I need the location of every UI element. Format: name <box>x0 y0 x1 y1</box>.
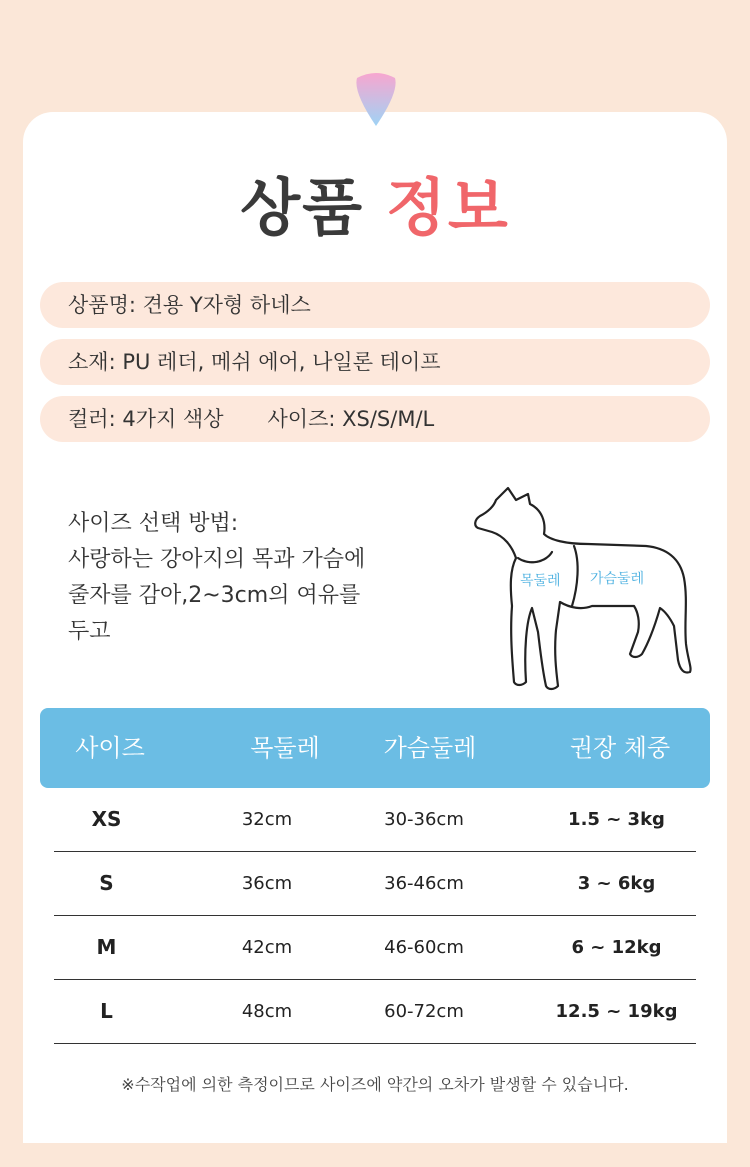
cell-size: L <box>100 999 113 1023</box>
info-product-name: 상품명: 견용 Y자형 하네스 <box>40 282 710 328</box>
info-color-size <box>40 396 710 442</box>
title-word-info: 정보 <box>386 171 510 244</box>
cell-neck: 48cm <box>241 1001 293 1022</box>
cell-neck: 32cm <box>241 809 293 830</box>
dog-measure-icon <box>470 482 700 692</box>
footnote: ※수작업에 의한 측정이므로 사이즈에 약간의 오차가 발생할 수 있습니다. <box>121 1075 629 1094</box>
title-word-product: 상품 <box>240 168 364 248</box>
info-material: 소재: PU 레더, 메쉬 에어, 나일론 테이프 <box>40 339 710 385</box>
guide-line-4: 두고 <box>68 619 111 644</box>
cell-chest: 46-60cm <box>384 937 464 958</box>
guide-line-2: 사랑하는 강아지의 목과 가슴에 <box>68 547 366 572</box>
header-weight: 권장 체중 <box>569 734 671 762</box>
cell-chest: 60-72cm <box>384 1001 464 1022</box>
size-guide-text <box>68 506 365 650</box>
cell-chest: 30-36cm <box>384 809 464 830</box>
table-row <box>54 980 696 1044</box>
gem-icon <box>353 72 399 128</box>
cell-neck: 36cm <box>241 873 293 894</box>
size-table-header <box>40 708 710 788</box>
cell-weight: 12.5 ~ 19kg <box>555 1001 678 1022</box>
table-row <box>54 852 696 916</box>
cell-weight: 1.5 ~ 3kg <box>568 809 665 830</box>
dog-label-chest: 가슴둘레 <box>590 571 645 587</box>
guide-line-1: 사이즈 선택 방법: <box>68 511 239 536</box>
dog-label-neck: 목둘레 <box>520 573 561 589</box>
cell-chest: 36-46cm <box>384 873 464 894</box>
cell-weight: 3 ~ 6kg <box>577 873 656 894</box>
table-row <box>54 788 696 852</box>
page-title <box>0 168 750 248</box>
cell-size: XS <box>91 807 122 831</box>
header-neck: 목둘레 <box>250 734 320 762</box>
header-chest: 가슴둘레 <box>383 734 477 762</box>
cell-size: S <box>99 871 114 895</box>
table-row <box>54 916 696 980</box>
info-color: 컬러: 4가지 색상 <box>68 407 224 431</box>
header-size: 사이즈 <box>75 734 145 762</box>
cell-size: M <box>96 935 117 959</box>
cell-neck: 42cm <box>241 937 293 958</box>
cell-weight: 6 ~ 12kg <box>571 937 662 958</box>
guide-line-3: 줄자를 감아,2~3cm의 여유를 <box>68 583 361 608</box>
info-sizes: 사이즈: XS/S/M/L <box>267 407 435 431</box>
